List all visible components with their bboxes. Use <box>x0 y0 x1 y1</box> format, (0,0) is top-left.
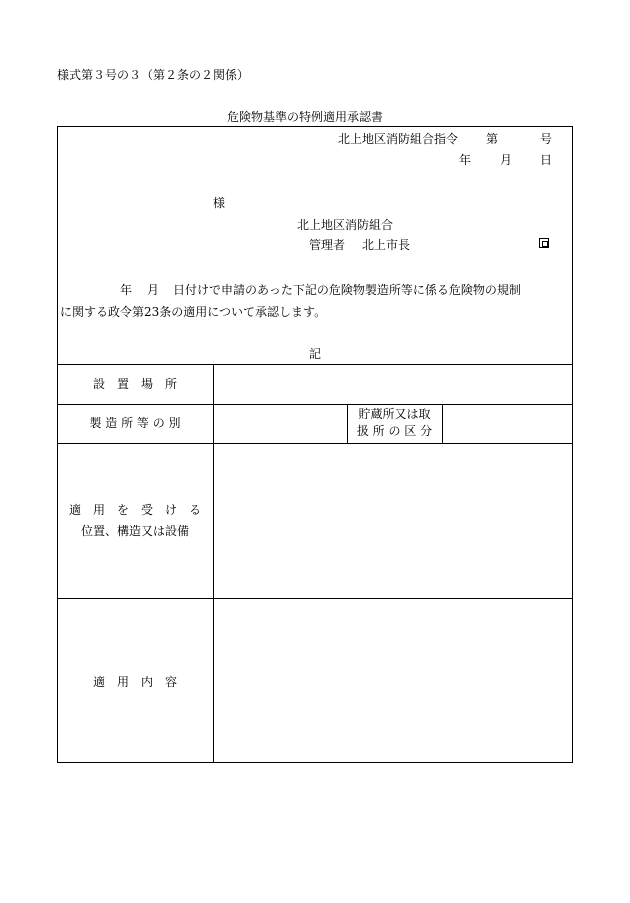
document-title: 危険物基準の特例適用承認書 <box>227 110 384 124</box>
date-month: 月 <box>500 153 513 167</box>
location-field[interactable] <box>214 365 572 404</box>
category-field[interactable] <box>214 405 347 443</box>
body-year: 年 <box>120 283 133 297</box>
seal-icon <box>539 238 549 248</box>
body-line2: に関する政令第23条の適用について承認します。 <box>60 305 327 319</box>
content-field[interactable] <box>214 599 572 762</box>
applied-label-line2: 位置、構造又は設備 <box>80 524 189 538</box>
date-year: 年 <box>459 153 472 167</box>
storage-label-line1: 貯蔵所又は取 <box>358 407 431 421</box>
form-id: 様式第３号の３（第２条の２関係） <box>57 68 250 82</box>
body-line1: 日付けで申請のあった下記の危険物製造所等に係る危険物の規制 <box>173 283 521 297</box>
number-suffix: 号 <box>540 132 553 146</box>
location-label: 設 置 場 所 <box>92 377 177 391</box>
storage-label-line2: 扱 所 の 区 分 <box>356 424 433 438</box>
ki-heading: 記 <box>309 347 322 361</box>
body-month: 月 <box>147 283 160 297</box>
date-day: 日 <box>540 153 553 167</box>
category-label: 製 造 所 等 の 別 <box>89 416 181 430</box>
applied-field[interactable] <box>214 444 572 598</box>
admin-name: 北上市長 <box>362 238 411 252</box>
content-label: 適 用 内 容 <box>92 675 177 689</box>
admin-label: 管理者 <box>309 238 346 252</box>
org-name: 北上地区消防組合 <box>297 218 394 232</box>
issuer-ref: 北上地区消防組合指令 <box>338 132 459 146</box>
addressee-suffix: 様 <box>213 196 226 210</box>
storage-field[interactable] <box>443 405 572 443</box>
applied-label-line1: 適 用 を 受 け る <box>68 503 201 517</box>
number-prefix: 第 <box>486 132 499 146</box>
